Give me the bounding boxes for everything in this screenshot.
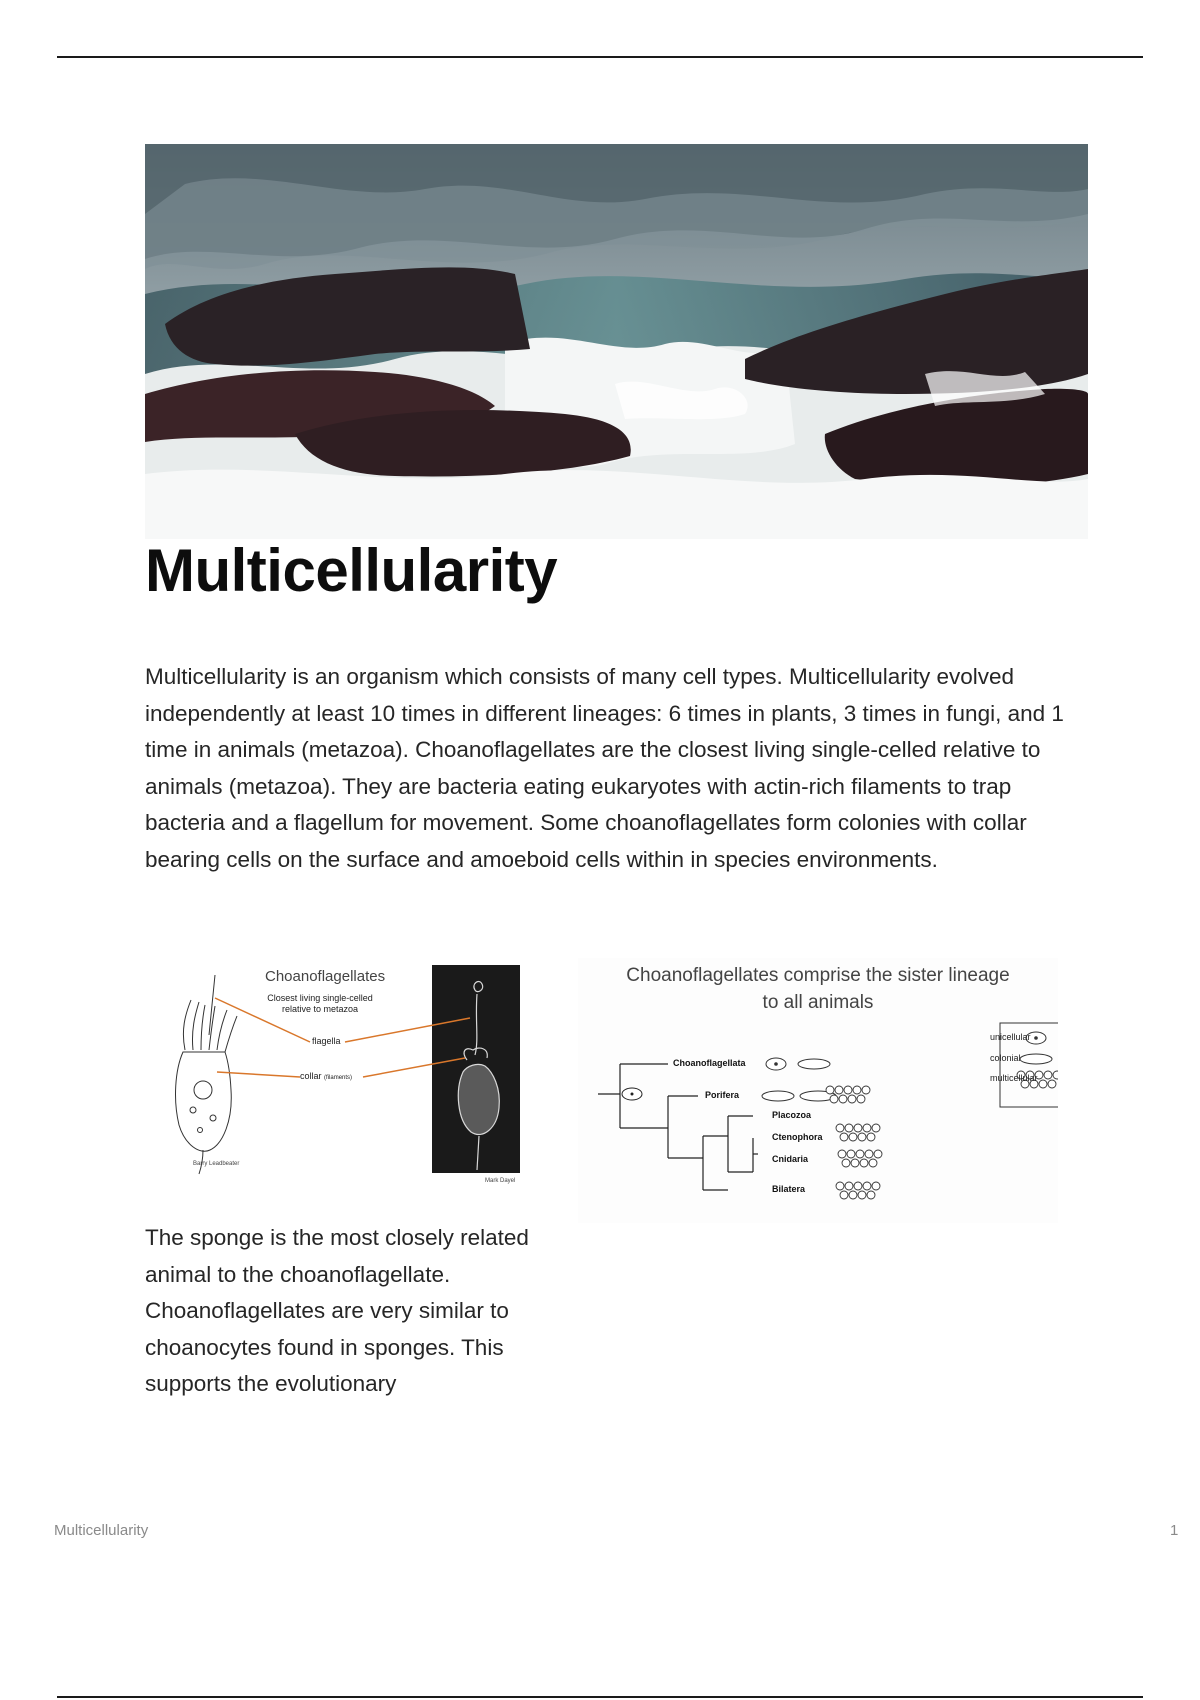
label-collar-text: collar [300,1071,322,1081]
top-rule [57,56,1143,58]
phylogeny-figure [578,958,1058,1223]
bottom-rule [57,1696,1143,1698]
footer-doc-name: Multicellularity [54,1522,149,1539]
credit-drawing: Barry Leadbeater [193,1161,240,1167]
sponge-paragraph: The sponge is the most closely related animal to the choanoflagellate. Choanoflagellates are very similar to choanocytes found in sponges. This supports the evolutionary [145,1225,529,1396]
page-title: Multicellularity [145,537,558,604]
choanoflagellate-drawing [176,975,240,1174]
legend-unicellular: unicellular [990,1032,1031,1042]
taxon-porifera: Porifera [705,1090,740,1100]
choanoflagellate-figure [145,960,525,1188]
label-collar [300,1071,352,1081]
legend-multicellular: multicellular [990,1073,1038,1083]
figure-left-title: Choanoflagellates [265,968,386,985]
hero-seascape-image [145,144,1088,539]
figure-left-subtitle: Closest living single-celled relative to metazoa [267,993,373,1014]
intro-paragraph: Multicellularity is an organism which consists of many cell types. Multicellularity evolved independently at least 10 times in different lineages: 6 times in plants, 3 times in fungi, and 1 time in animals (metazoa). Choanoflagellates are the closest living single-celled relative to animals (metazoa). They are bacteria eating eukaryotes with actin-rich filaments to trap bacteria and a flagellum for movement. Some choanoflagellates form colonies with collar bearing cells on the surface and amoeboid cells within in species environments. [145,664,1064,872]
taxon-placozoa: Placozoa [772,1110,812,1120]
phylogenetic-tree [578,958,1058,1223]
figure-right-title: Choanoflagellates comprise the sister lineage to all animals [626,965,1010,1013]
taxon-bilatera: Bilatera [772,1184,806,1194]
credit-photo: Mark Dayel [485,1178,516,1184]
footer-page-number: 1 [1170,1522,1179,1539]
taxon-cnidaria: Cnidaria [772,1154,809,1164]
taxon-ctenophora: Ctenophora [772,1132,823,1142]
label-flagella: flagella [312,1036,341,1046]
taxon-choanoflagellata: Choanoflagellata [673,1058,746,1068]
legend-colonial: colonial [990,1053,1021,1063]
label-collar-note: (filaments) [324,1075,353,1081]
